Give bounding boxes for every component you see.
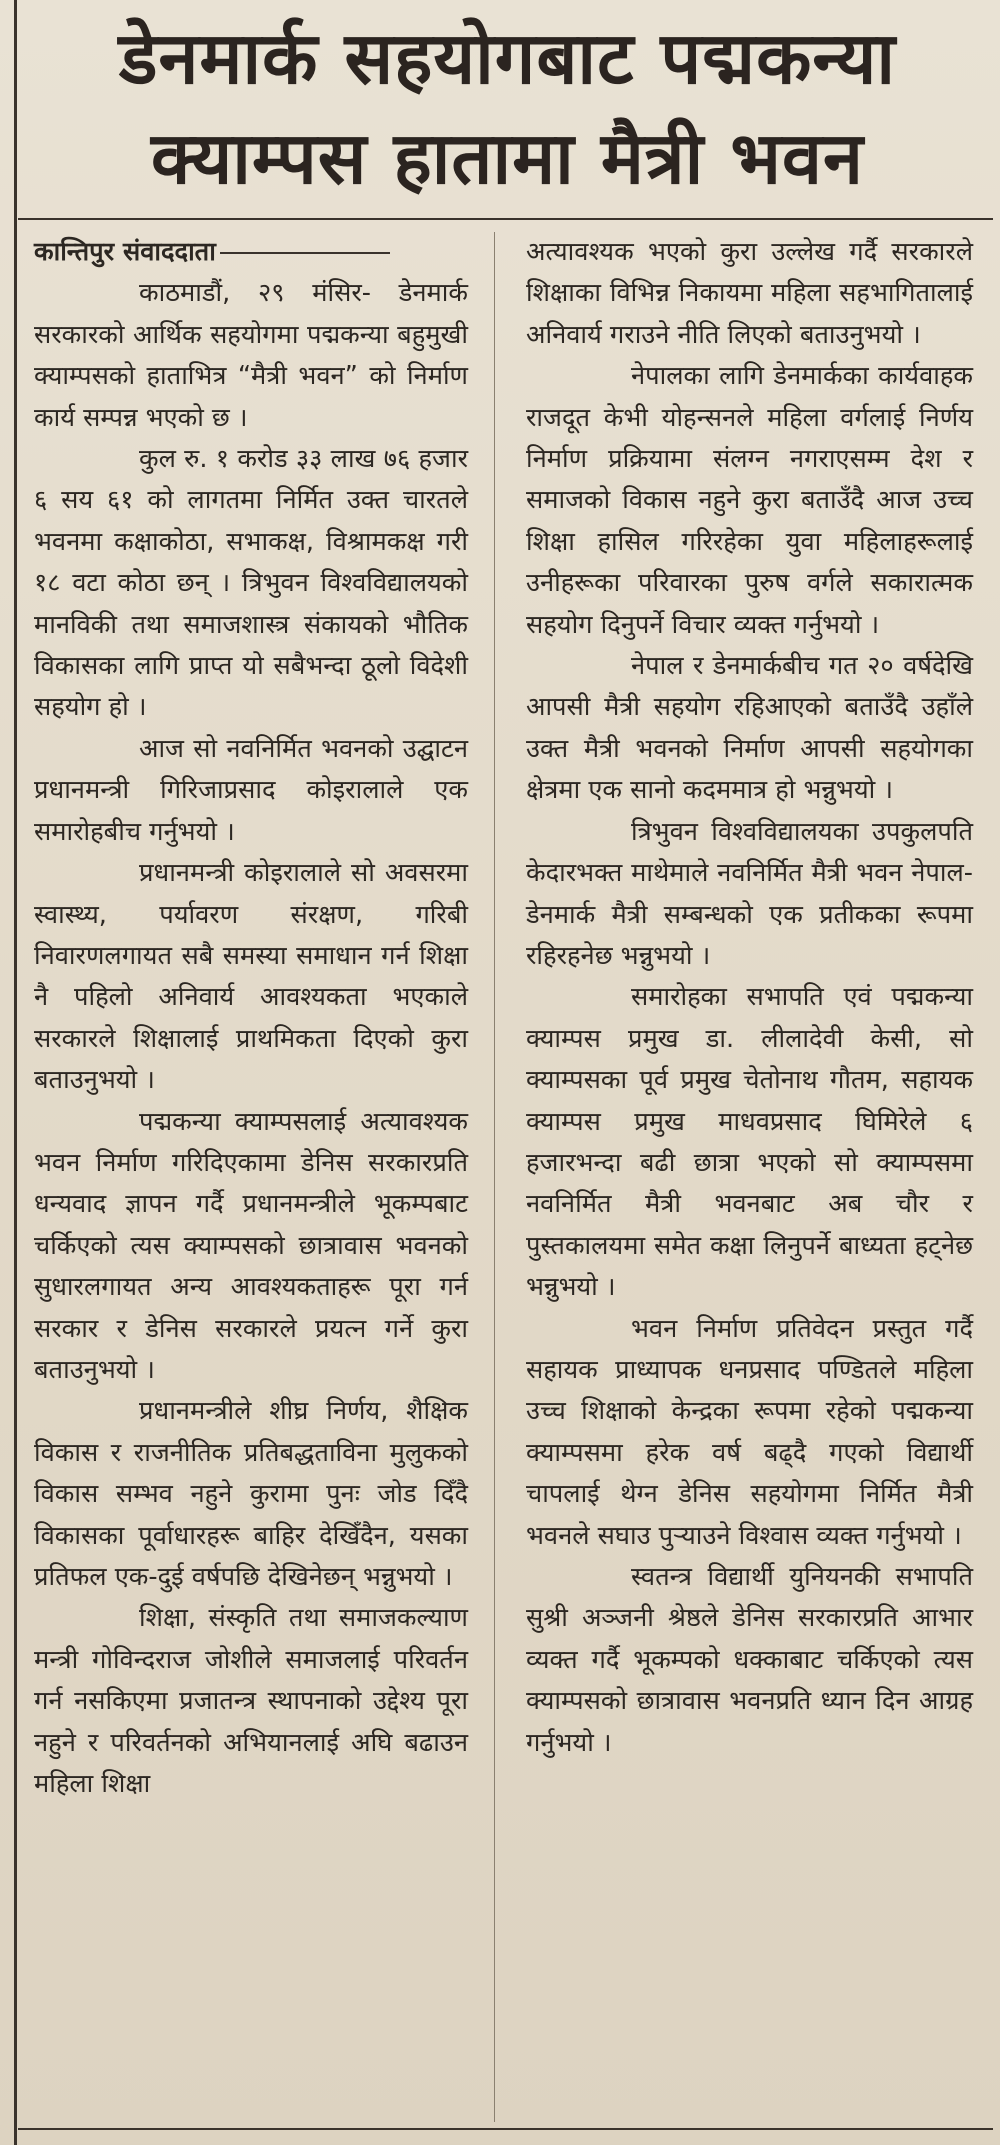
paragraph-14: स्वतन्त्र विद्यार्थी युनियनकी सभापति सुश्री अञ्जनी श्रेष्ठले डेनिस सरकारप्रति आभार व्यक्त गर्दै भूकम्पको धक्काबाट चर्किएको त्यस क्याम्पसको छात्रावास भवनप्रति ध्यान दिन आग्रह गर्नुभयो । (526, 1562, 973, 1758)
paragraph-5: पद्मकन्या क्याम्पसलाई अत्यावश्यक भवन निर्माण गरिदिएकामा डेनिस सरकारप्रति धन्यवाद ज्ञापन गर्दै प्रधानमन्त्रीले भूकम्पबाट चर्किएको त्यस क्याम्पसको छात्रावास भवनको सुधारलगायत अन्य आवश्यकताहरू पूरा गर्न सरकार र डेनिस सरकारले प्रयत्न गर्ने कुरा बताउनुभयो । (34, 1106, 468, 1385)
paragraph-3: आज सो नवनिर्मित भवनको उद्घाटन प्रधानमन्त्री गिरिजाप्रसाद कोइरालाले एक समारोहबीच गर्नुभयो । (34, 733, 468, 847)
paragraph-11: त्रिभुवन विश्वविद्यालयका उपकुलपति केदारभक्त माथेमाले नवनिर्मित मैत्री भवन नेपाल-डेनमार्क मैत्री सम्बन्धको एक प्रतीकका रूपमा रहिरहनेछ भन्नुभयो । (526, 816, 973, 971)
paragraph-2: कुल रु. १ करोड ३३ लाख ७६ हजार ६ सय ६१ को लागतमा निर्मित उक्त चारतले भवनमा कक्षाकोठा, सभाकक्ष, विश्रामकक्ष गरी १८ वटा कोठा छन् । त्रिभुवन विश्वविद्यालयको मानविकी तथा समाजशास्त्र संकायको भौतिक विकासका लागि प्राप्त यो सबैभन्दा ठूलो विदेशी सहयोग हो । (34, 444, 468, 723)
headline-line-1: डेनमार्क सहयोगबाट पद्मकन्या (118, 16, 897, 100)
paragraph-1 (34, 232, 468, 439)
left-column (34, 232, 468, 1805)
byline-text: कान्तिपुर संवाददाता (34, 237, 216, 267)
paragraph-text: काठमाडौं, २९ मंसिर- डेनमार्क सरकारको आर्थिक सहयोगमा पद्मकन्या बहुमुखी क्याम्पसको हाताभित्र “मैत्री भवन” को निर्माण कार्य सम्पन्न भएको छ । (34, 278, 468, 433)
headline (30, 8, 985, 208)
left-margin-rule (14, 0, 17, 2145)
paragraph-8: अत्यावश्यक भएको कुरा उल्लेख गर्दै सरकारले शिक्षाका विभिन्न निकायमा महिला सहभागितालाई अनिवार्य गराउने नीति लिएको बताउनुभयो । (526, 237, 973, 350)
paragraph-6: प्रधानमन्त्रीले शीघ्र निर्णय, शैक्षिक विकास र राजनीतिक प्रतिबद्धताविना मुलुकको विकास सम्भव नहुने कुरामा पुनः जोड दिँदै विकासका पूर्वाधारहरू बाहिर देखिँदैन, यसका प्रतिफल एक-दुई वर्षपछि देखिनेछन् भन्नुभयो । (34, 1396, 468, 1592)
right-column (526, 232, 973, 1764)
column-divider (494, 232, 495, 2122)
paragraph-13: भवन निर्माण प्रतिवेदन प्रस्तुत गर्दै सहायक प्राध्यापक धनप्रसाद पण्डितले महिला उच्च शिक्षाको केन्द्रका रूपमा रहेको पद्मकन्या क्याम्पसमा हरेक वर्ष बढ्दै गएको विद्यार्थी चापलाई थेग्न डेनिस सहयोगमा निर्मित मैत्री भवनले सघाउ पुऱ्याउने विश्वास व्यक्त गर्नुभयो । (526, 1313, 973, 1551)
paragraph-7: शिक्षा, संस्कृति तथा समाजकल्याण मन्त्री गोविन्दराज जोशीले समाजलाई परिवर्तन गर्न नसकिएमा प्रजातन्त्र स्थापनाको उद्देश्य पूरा नहुने र परिवर्तनको अभियानलाई अघि बढाउन महिला शिक्षा (34, 1603, 468, 1800)
paragraph-12: समारोहका सभापति एवं पद्मकन्या क्याम्पस प्रमुख डा. लीलादेवी केसी, सो क्याम्पसका पूर्व प्रमुख चेतोनाथ गौतम, सहायक क्याम्पस प्रमुख माधवप्रसाद घिमिरेले ६ हजारभन्दा बढी छात्रा भएको सो क्याम्पसमा नवनिर्मित मैत्री भवनबाट अब चौर र पुस्तकालयमा समेत कक्षा लिनुपर्ने बाध्यता हट्नेछ भन्नुभयो । (526, 982, 973, 1303)
paragraph-9: नेपालका लागि डेनमार्कका कार्यवाहक राजदूत केभी योहन्सनले महिला वर्गलाई निर्णय निर्माण प्रक्रियामा संलग्न नगराएसम्म देश र समाजको विकास नहुने कुरा बताउँदै आज उच्च शिक्षा हासिल गरिरहेका युवा महिलाहरूलाई उनीहरूका परिवारका पुरुष वर्गले सकारात्मक सहयोग दिनुपर्ने विचार व्यक्त गर्नुभयो । (526, 361, 973, 640)
bottom-rule (18, 2128, 993, 2130)
headline-line-2: क्याम्पस हातामा मैत्री भवन (151, 116, 864, 200)
byline-rule (220, 252, 390, 254)
headline-rule (18, 218, 993, 220)
paragraph-4: प्रधानमन्त्री कोइरालाले सो अवसरमा स्वास्थ्य, पर्यावरण संरक्षण, गरिबी निवारणलगायत सबै समस्या समाधान गर्न शिक्षा नै पहिलो अनिवार्य आवश्यकता भएकाले सरकारले शिक्षालाई प्राथमिकता दिएको कुरा बताउनुभयो । (34, 858, 468, 1096)
byline (34, 232, 468, 273)
paragraph-10: नेपाल र डेनमार्कबीच गत २० वर्षदेखि आपसी मैत्री सहयोग रहिआएको बताउँदै उहाँले उक्त मैत्री भवनको निर्माण आपसी सहयोगका क्षेत्रमा एक सानो कदममात्र हो भन्नुभयो । (526, 651, 973, 806)
